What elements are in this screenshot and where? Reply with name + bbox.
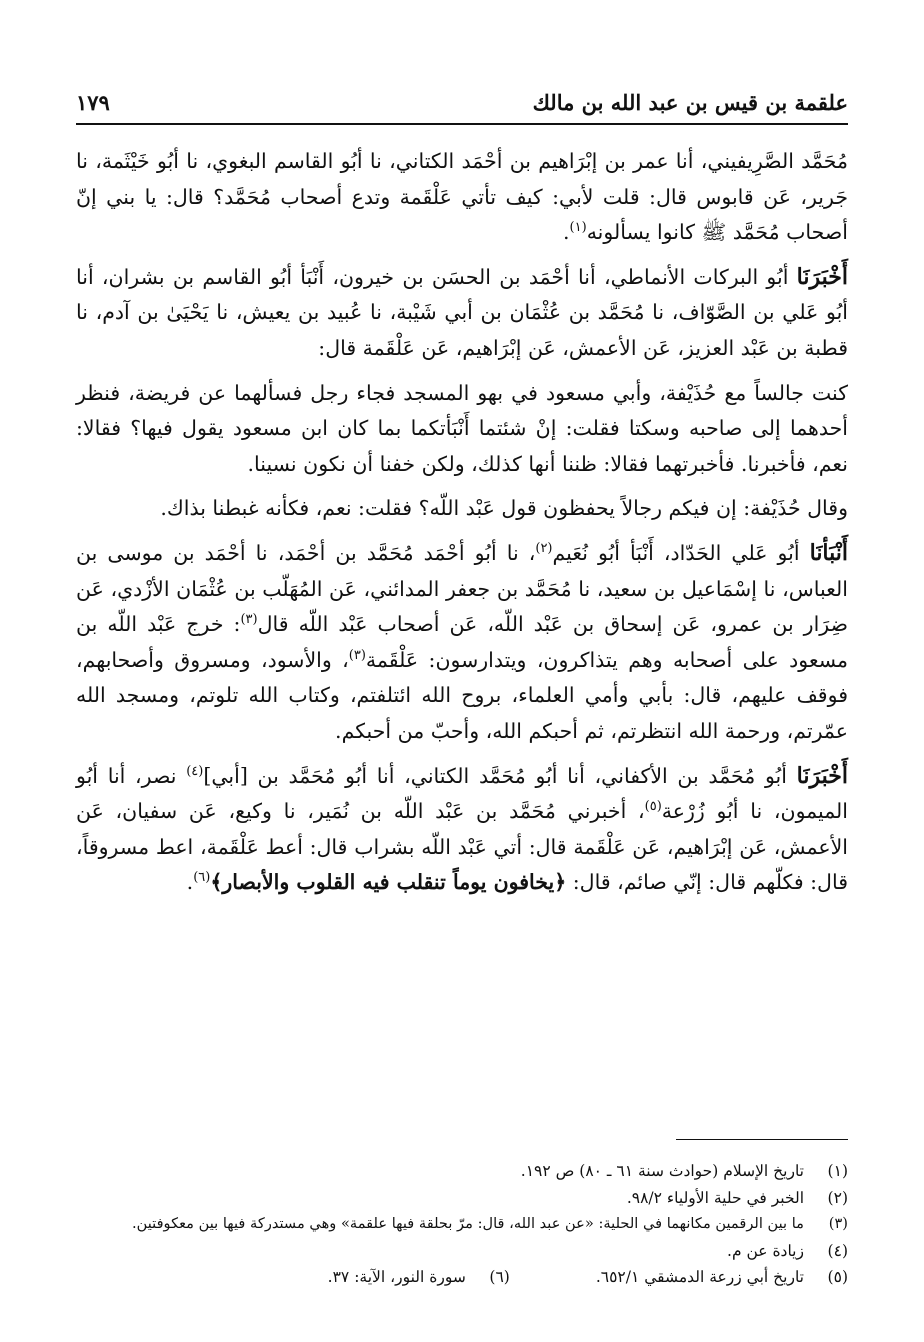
footnote-text: الخبر في حلية الأولياء ٩٨/٢. bbox=[626, 1188, 804, 1207]
paragraph-text: أبُو عَلي الحَدّاد، أَنْبَأ أبُو نُعَيم bbox=[552, 540, 810, 565]
paragraph-end: . bbox=[186, 870, 194, 895]
paragraph-1: مُحَمَّد الصَّرِيفيني، أنا عمر بن إبْرَاهيم بن أحْمَد الكتاني، نا أبُو القاسم البغوي، نا أبُو خَيْثَمة، نا جَرير، عَن قابوس قال: قلت لأبي: كيف تأتي عَلْقَمة وتدع أصحاب مُحَمَّد؟ قال: يا بني إنّ أصحاب مُحَمَّد ﷺ كانوا يسألونه$^{(١)}$. bbox=[76, 149, 848, 245]
paragraph-4 bbox=[76, 491, 848, 527]
paragraph-text: مُحَمَّد الصَّرِيفيني، أنا عمر بن إبْرَاهيم بن أحْمَد الكتاني، نا أبُو القاسم البغوي، نا أبُو خَيْثَمة، نا جَرير، عَن قابوس قال: قلت لأبي: كيف تأتي عَلْقَمة وتدع أصحاب مُحَمَّد؟ قال: يا بني إنّ أصحاب مُحَمَّد ﷺ كانوا يسألونه bbox=[76, 149, 848, 245]
footnote-number: (٤) bbox=[827, 1241, 848, 1260]
footnote-number: (٦) bbox=[489, 1268, 510, 1286]
footnote-ref[interactable]: (١) bbox=[569, 220, 587, 236]
footnote-number: (٢) bbox=[827, 1188, 848, 1207]
paragraph-2 bbox=[76, 260, 848, 367]
paragraph-text: أبُو مُحَمَّد بن الأكفاني، أنا أبُو مُحَمَّد الكتاني، أنا أبُو مُحَمَّد بن [أبي] bbox=[203, 763, 797, 788]
footnote-6 bbox=[328, 1264, 510, 1291]
footnote-number: (٥) bbox=[827, 1268, 848, 1286]
isnad-lead-word: أَخْبَرَنَا bbox=[796, 762, 848, 789]
footnote-1 bbox=[76, 1158, 848, 1185]
paragraph-text: ، أخبرني مُحَمَّد بن عَبْد اللّه بن نُمَير، نا وكيع، عَن سفيان، عَن الأعمش، عَن إبْرَاهيم، عَن عَلْقَمة قال: أتي عَبْد اللّه بشراب قال: أعط عَلْقَمة، اعط مسروقاً، قال: فكلّهم قال: إنّي صائم، قال: bbox=[76, 799, 848, 895]
paragraph-text: ، نا أبُو أحْمَد مُحَمَّد بن أحْمَد، نا أحْمَد بن موسى بن العباس، نا إسْمَاعيل بن سعيد، نا مُحَمَّد بن جعفر المدائني، عَن المُهَلّب بن عُثْمَان الأزْدي، عَن ضِرَار بن عمرو، عَن إسحاق بن عَبْد اللّه، عَن أصحاب عَبْد اللّه قال bbox=[76, 540, 848, 637]
header-rule bbox=[76, 123, 848, 125]
isnad-lead-word: أَخْبَرَنَا bbox=[796, 263, 848, 290]
paragraph-3 bbox=[76, 376, 848, 483]
footnote-rule bbox=[676, 1139, 848, 1140]
footnote-number: (٣) bbox=[828, 1215, 848, 1232]
footnote-ref[interactable]: (٤) bbox=[186, 763, 204, 779]
footnote-text: زيادة عن م. bbox=[727, 1241, 804, 1260]
main-text bbox=[76, 144, 848, 910]
paragraph-text: أبُو البركات الأنماطي، أنا أحْمَد بن الحسَن بن خيرون، أَنْبَأ أبُو القاسم بن بشران، أنا أبُو عَلي بن الصَّوّاف، نا مُحَمَّد بن عُثْمَان بن أبي شَيْبة، نا عُبيد بن يعيش، نا يَحْيَىٰ بن آدم، نا قطبة بن عَبْد العزيز، عَن الأعمش، عَن إبْرَاهيم، عَن عَلْقَمة قال: bbox=[76, 264, 848, 360]
paragraph-text: نصر، أنا أبُو الميمون، نا أبُو زُرْعة bbox=[76, 763, 848, 824]
footnote-text: ما بين الرقمين مكانهما في الحلية: «عن عبد الله، قال: مرّ بحلقة فيها علقمة» وهي مستدركة فيها بين معكوفتين. bbox=[132, 1215, 804, 1232]
isnad-lead-word: أَنْبَأنَا bbox=[809, 539, 849, 566]
footnote-number: (١) bbox=[827, 1162, 848, 1180]
paragraph-text: : خرج عَبْد اللّه بن مسعود على أصحابه وهم يتذاكرون، ويتدارسون: عَلْقَمة bbox=[76, 612, 848, 672]
paragraph-6 bbox=[76, 759, 848, 901]
running-title: علقمة بن قيس بن عبد الله بن مالك bbox=[532, 89, 848, 115]
footnote-4 bbox=[76, 1238, 848, 1265]
quran-verse: ﴿يخافون يوماً تنقلب فيه القلوب والأبصار﴾ bbox=[210, 870, 567, 895]
footnotes bbox=[76, 1158, 848, 1291]
page-number: ١٧٩ bbox=[76, 89, 110, 115]
footnote-2 bbox=[76, 1185, 848, 1212]
footnote-ref[interactable]: (٣) bbox=[240, 612, 258, 628]
paragraph-5 bbox=[76, 536, 848, 750]
paragraph-text: كنت جالساً مع حُذَيْفة، وأبي مسعود في بهو المسجد فجاء رجل فسألهما عن فريضة، فنظر أحدهما إلى صاحبه وسكتا فقلت: إنْ شئتما أَنْبَأتكما بما كان ابن مسعود يقول فيها؟ فقالا: نعم، فأخبرنا. فأخبرتهما فقالا: ظننا أنها كذلك، ولكن خفنا أن نكون نسينا. bbox=[76, 380, 848, 476]
footnote-5-6 bbox=[76, 1264, 848, 1291]
paragraph-text: وقال حُذَيْفة: إن فيكم رجالاً يحفظون قول عَبْد اللّه؟ فقلت: نعم، فكأنه غبطنا بذاك. bbox=[160, 496, 848, 521]
footnote-text: سورة النور، الآية: ٣٧. bbox=[327, 1268, 466, 1286]
page-header bbox=[76, 82, 848, 122]
paragraph-text: ، والأسود، ومسروق وأصحابهم، فوقف عليهم، قال: بأبي وأمي العلماء، بروح الله ائتلفتم، وكتاب الله تلوتم، ومسجد الله عمّرتم، ورحمة الله انتظرتم، ثم أحبكم الله، وأحبّ من أحبكم. bbox=[76, 647, 848, 743]
footnote-ref[interactable]: (٥) bbox=[644, 799, 662, 815]
footnote-ref[interactable]: (٢) bbox=[535, 541, 553, 557]
footnote-3 bbox=[76, 1211, 848, 1238]
footnote-text: تاريخ أبي زرعة الدمشقي ٦٥٢/١. bbox=[595, 1268, 804, 1286]
footnote-ref[interactable]: (٦) bbox=[193, 870, 211, 886]
footnote-text: تاريخ الإسلام (حوادث سنة ٦١ ـ ٨٠) ص ١٩٢. bbox=[520, 1162, 804, 1180]
footnote-ref[interactable]: (٣) bbox=[348, 647, 366, 663]
